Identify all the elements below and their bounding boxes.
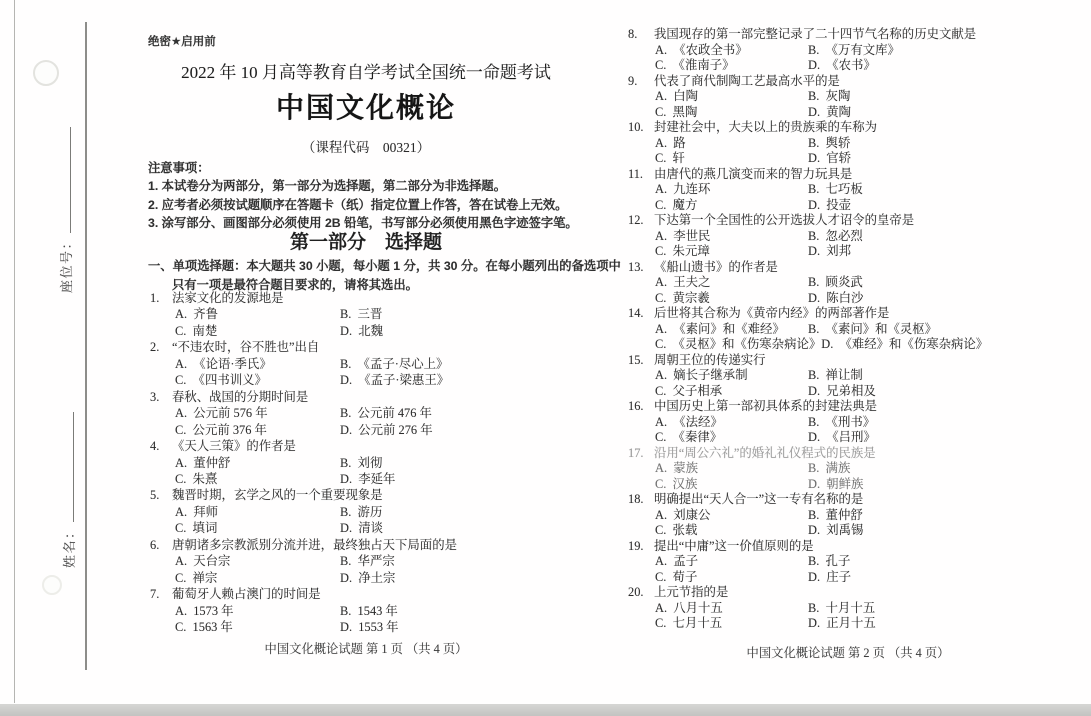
question-number: 12. bbox=[628, 213, 644, 227]
question-text: 上元节指的是 bbox=[654, 585, 729, 599]
question-4 bbox=[150, 438, 457, 487]
question-number: 7. bbox=[150, 587, 160, 602]
question-number: 2. bbox=[150, 340, 160, 355]
question-text: 春秋、战国的分期时间是 bbox=[172, 389, 309, 404]
question-number: 13. bbox=[628, 259, 644, 274]
option-8-B: B. 《万有文库》 bbox=[808, 42, 900, 57]
scan-bottom-shadow bbox=[0, 704, 1091, 716]
option-16-A: A. 《法经》 bbox=[655, 414, 723, 429]
option-1-B: B. 三晋 bbox=[340, 307, 383, 322]
instructions-line-2: 只有一项是最符合题目要求的，请将其选出。 bbox=[172, 277, 418, 292]
option-14-C: C. 《灵枢》和《伤寒杂病论》 bbox=[655, 337, 822, 351]
option-14-A: A. 《素问》和《难经》 bbox=[655, 321, 785, 336]
option-2-A: A. 《论语·季氏》 bbox=[175, 356, 272, 371]
question-number: 17. bbox=[628, 445, 644, 460]
question-text: 明确提出“天人合一”这一专有名称的是 bbox=[654, 492, 864, 506]
instructions-line-1: 一、单项选择题：本大题共 30 小题，每小题 1 分，共 30 分。在每小题列出的备选项中 bbox=[148, 259, 621, 273]
option-20-A: A. 八月十五 bbox=[655, 600, 723, 615]
option-6-A: A. 天台宗 bbox=[175, 554, 231, 569]
option-7-B: B. 1543 年 bbox=[340, 603, 398, 618]
option-12-D: D. 刘邦 bbox=[808, 244, 852, 258]
question-8 bbox=[628, 27, 988, 74]
section-title: 第一部分 选择题 bbox=[289, 232, 442, 253]
question-16 bbox=[628, 399, 988, 446]
option-10-C: C. 轩 bbox=[655, 151, 685, 165]
option-6-C: C. 禅宗 bbox=[175, 570, 218, 585]
question-10 bbox=[628, 120, 988, 167]
binding-margin-line bbox=[85, 22, 87, 670]
question-17 bbox=[628, 446, 988, 493]
option-17-A: A. 蒙族 bbox=[655, 461, 699, 475]
question-text: 周朝王位的传递实行 bbox=[654, 352, 766, 367]
seat-number-blank-line bbox=[57, 127, 71, 233]
question-number: 10. bbox=[628, 120, 644, 134]
option-20-C: C. 七月十五 bbox=[655, 616, 723, 630]
option-10-D: D. 官轿 bbox=[808, 151, 852, 165]
questions-column-1 bbox=[150, 290, 457, 636]
page-1-footer: 中国文化概论试题 第 1 页 （共 4 页） bbox=[264, 642, 468, 656]
option-2-C: C. 《四书训义》 bbox=[175, 373, 267, 388]
question-text: 我国现存的第一部完整记录了二十四节气名称的历史文献是 bbox=[654, 27, 977, 41]
question-5 bbox=[150, 487, 457, 536]
option-20-D: D. 正月十五 bbox=[808, 616, 876, 630]
question-text: 葡萄牙人赖占澳门的时间是 bbox=[172, 587, 321, 602]
option-9-A: A. 白陶 bbox=[655, 89, 699, 103]
notice-block bbox=[148, 159, 578, 233]
name-blank-line bbox=[60, 412, 74, 522]
option-2-D: D. 《孟子·梁惠王》 bbox=[340, 373, 450, 388]
subject-title: 中国文化概论 bbox=[275, 93, 456, 124]
option-19-B: B. 孔子 bbox=[808, 554, 851, 568]
option-18-D: D. 刘禹锡 bbox=[808, 523, 864, 537]
question-text: 唐朝诸多宗教派别分流并进，最终独占天下局面的是 bbox=[172, 537, 457, 552]
notice-item-3: 3. 涂写部分、画图部分必须使用 2B 铅笔，书写部分必须使用黑色字迹签字笔。 bbox=[148, 216, 578, 231]
question-number: 1. bbox=[150, 291, 160, 305]
question-13 bbox=[628, 260, 988, 307]
question-text: 魏晋时期，玄学之风的一个重要现象是 bbox=[172, 488, 383, 503]
questions-column-2 bbox=[628, 27, 988, 632]
option-3-C: C. 公元前 376 年 bbox=[175, 422, 267, 437]
option-20-B: B. 十月十五 bbox=[808, 600, 876, 615]
option-19-D: D. 庄子 bbox=[808, 569, 852, 584]
question-text: 提出“中庸”这一价值原则的是 bbox=[654, 538, 814, 553]
question-number: 9. bbox=[628, 73, 638, 88]
question-text: 代表了商代制陶工艺最高水平的是 bbox=[654, 73, 840, 88]
option-2-B: B. 《孟子·尽心上》 bbox=[340, 356, 449, 371]
option-4-A: A. 董仲舒 bbox=[175, 455, 231, 470]
question-text: 下达第一个全国性的公开选拔人才诏令的皇帝是 bbox=[654, 213, 915, 227]
question-number: 16. bbox=[628, 399, 644, 413]
option-5-B: B. 游历 bbox=[340, 504, 383, 519]
option-13-A: A. 王夫之 bbox=[655, 275, 711, 289]
page-2-column bbox=[622, 0, 1074, 716]
option-16-D: D. 《吕刑》 bbox=[808, 430, 876, 444]
question-text: 由唐代的燕几演变而来的智力玩具是 bbox=[654, 166, 853, 181]
question-3 bbox=[150, 389, 457, 438]
option-9-C: C. 黑陶 bbox=[655, 104, 698, 119]
seat-number-field bbox=[56, 127, 75, 293]
question-number: 15. bbox=[628, 352, 644, 367]
question-7 bbox=[150, 586, 457, 635]
option-8-D: D. 《农书》 bbox=[808, 58, 876, 72]
option-18-A: A. 刘康公 bbox=[655, 507, 711, 522]
option-5-A: A. 拜师 bbox=[175, 504, 219, 519]
option-18-C: C. 张载 bbox=[655, 523, 698, 537]
option-8-A: A. 《农政全书》 bbox=[655, 42, 748, 57]
option-17-C: C. 汉族 bbox=[655, 476, 698, 491]
question-number: 4. bbox=[150, 439, 160, 454]
question-number: 14. bbox=[628, 306, 644, 320]
option-13-D: D. 陈白沙 bbox=[808, 290, 864, 305]
question-20 bbox=[628, 585, 988, 632]
option-7-C: C. 1563 年 bbox=[175, 620, 233, 635]
option-16-C: C. 《秦律》 bbox=[655, 430, 723, 444]
option-12-B: B. 忽必烈 bbox=[808, 228, 863, 243]
question-text: 法家文化的发源地是 bbox=[172, 291, 284, 305]
option-12-C: C. 朱元璋 bbox=[655, 244, 710, 258]
section-instructions bbox=[148, 257, 621, 294]
option-3-D: D. 公元前 276 年 bbox=[340, 422, 433, 437]
question-number: 6. bbox=[150, 537, 160, 552]
option-18-B: B. 董仲舒 bbox=[808, 507, 863, 522]
question-text: 《船山遗书》的作者是 bbox=[654, 259, 778, 274]
option-3-A: A. 公元前 576 年 bbox=[175, 406, 268, 421]
question-number: 20. bbox=[628, 585, 644, 599]
question-6 bbox=[150, 537, 457, 586]
option-13-C: C. 黄宗羲 bbox=[655, 290, 710, 305]
option-16-B: B. 《刑书》 bbox=[808, 414, 876, 429]
option-11-A: A. 九连环 bbox=[655, 182, 711, 196]
option-17-B: B. 满族 bbox=[808, 461, 851, 475]
option-1-C: C. 南楚 bbox=[175, 323, 218, 338]
option-4-D: D. 李延年 bbox=[340, 471, 396, 486]
seat-number-label: 座位号： bbox=[59, 234, 74, 293]
option-13-B: B. 顾炎武 bbox=[808, 275, 863, 289]
punch-hole-top bbox=[33, 60, 59, 86]
question-number: 3. bbox=[150, 389, 160, 404]
question-11 bbox=[628, 167, 988, 214]
exam-title: 2022 年 10 月高等教育自学考试全国统一命题考试 bbox=[181, 63, 551, 82]
option-15-A: A. 嫡长子继承制 bbox=[655, 368, 748, 382]
option-1-A: A. 齐鲁 bbox=[175, 307, 219, 322]
question-number: 11. bbox=[628, 166, 644, 181]
notice-item-2: 2. 应考者必须按试题顺序在答题卡（纸）指定位置上作答，答在试卷上无效。 bbox=[148, 197, 568, 212]
question-text: 沿用“周公六礼”的婚礼礼仪程式的民族是 bbox=[654, 445, 876, 460]
option-9-B: B. 灰陶 bbox=[808, 89, 851, 103]
classified-label: 绝密★启用前 bbox=[148, 36, 216, 48]
option-17-D: D. 朝鲜族 bbox=[808, 476, 864, 491]
option-14-B: B. 《素问》和《灵枢》 bbox=[808, 321, 938, 336]
question-number: 18. bbox=[628, 492, 644, 506]
option-6-B: B. 华严宗 bbox=[340, 554, 395, 569]
name-label: 姓名： bbox=[62, 524, 77, 568]
question-15 bbox=[628, 353, 988, 400]
option-15-D: D. 兄弟相及 bbox=[808, 383, 876, 398]
question-text: 中国历史上第一部初具体系的封建法典是 bbox=[654, 399, 878, 413]
question-text: 《天人三策》的作者是 bbox=[172, 439, 296, 454]
option-9-D: D. 黄陶 bbox=[808, 104, 852, 119]
option-5-C: C. 填词 bbox=[175, 521, 218, 536]
course-code: （课程代码 00321） bbox=[301, 140, 431, 155]
option-15-B: B. 禅让制 bbox=[808, 368, 863, 382]
question-text: 封建社会中，大夫以上的贵族乘的车称为 bbox=[654, 120, 878, 134]
page-1-column bbox=[140, 0, 621, 716]
option-5-D: D. 清谈 bbox=[340, 521, 384, 536]
option-19-C: C. 荀子 bbox=[655, 569, 698, 584]
question-number: 19. bbox=[628, 538, 644, 553]
notice-item-1: 1. 本试卷分为两部分，第一部分为选择题，第二部分为非选择题。 bbox=[148, 179, 506, 194]
question-text: 后世将其合称为《黄帝内经》的两部著作是 bbox=[654, 306, 890, 320]
option-6-D: D. 净土宗 bbox=[340, 570, 396, 585]
page-2-footer: 中国文化概论试题 第 2 页 （共 4 页） bbox=[746, 646, 950, 660]
question-1 bbox=[150, 290, 457, 339]
option-4-C: C. 朱熹 bbox=[175, 471, 218, 486]
page-edge-line bbox=[14, 0, 15, 703]
question-number: 8. bbox=[628, 27, 638, 41]
option-10-A: A. 路 bbox=[655, 135, 686, 150]
question-text: “不违农时，谷不胜也”出自 bbox=[172, 340, 320, 355]
question-18 bbox=[628, 492, 988, 539]
option-3-B: B. 公元前 476 年 bbox=[340, 406, 432, 421]
option-14-D: D. 《难经》和《伤寒杂病论》 bbox=[821, 337, 989, 351]
name-field bbox=[59, 412, 78, 568]
option-11-D: D. 投壶 bbox=[808, 197, 852, 212]
question-14 bbox=[628, 306, 988, 353]
option-7-A: A. 1573 年 bbox=[175, 603, 234, 618]
question-2 bbox=[150, 339, 457, 388]
notice-heading: 注意事项： bbox=[148, 161, 210, 175]
option-4-B: B. 刘彻 bbox=[340, 455, 383, 470]
option-11-B: B. 七巧板 bbox=[808, 182, 863, 196]
option-8-C: C. 《淮南子》 bbox=[655, 58, 735, 72]
question-number: 5. bbox=[150, 488, 160, 503]
option-7-D: D. 1553 年 bbox=[340, 620, 399, 635]
option-1-D: D. 北魏 bbox=[340, 323, 384, 338]
question-12 bbox=[628, 213, 988, 260]
option-11-C: C. 魔方 bbox=[655, 197, 698, 212]
option-15-C: C. 父子相承 bbox=[655, 383, 723, 398]
punch-hole-bottom bbox=[42, 575, 62, 595]
question-9 bbox=[628, 74, 988, 121]
option-10-B: B. 舆轿 bbox=[808, 135, 851, 150]
question-19 bbox=[628, 539, 988, 586]
option-19-A: A. 孟子 bbox=[655, 554, 699, 568]
option-12-A: A. 李世民 bbox=[655, 228, 711, 243]
